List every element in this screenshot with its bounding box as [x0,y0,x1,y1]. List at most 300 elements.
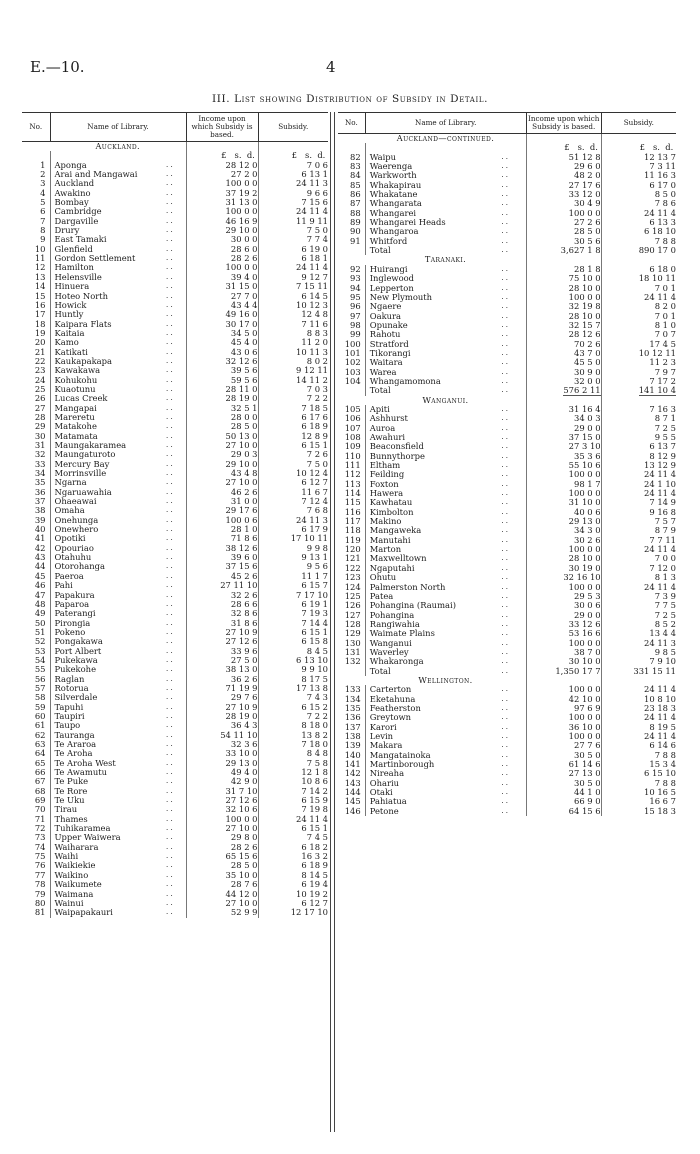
leader-dots: . . [166,543,173,552]
subsidy-value: 7 14 9 [601,498,676,507]
table-row [338,639,676,648]
table-row [22,338,328,347]
library-name: Tuhikaramea [54,824,111,834]
cell-empty [526,134,601,144]
table-row [22,310,328,319]
library-name: Martinborough [369,760,435,770]
row-number: 80 [22,899,50,908]
table-row [338,573,676,582]
unit-penny: d. [665,143,674,153]
subsidy-value: 7 0 7 [601,330,676,339]
library-name: Kohukohu [54,375,98,385]
leader-dots: . . [166,263,173,272]
income-value: 31 15 0 [186,282,258,291]
leader-dots: . . [501,638,508,647]
income-value: 45 4 0 [186,338,258,347]
unit-pound: £ [639,143,645,153]
cell-empty [601,255,676,264]
subsidy-value: 9 8 5 [601,648,676,657]
leader-dots: . . [166,254,173,263]
table-row [338,227,676,236]
library-name: Karori [369,722,397,732]
subsidy-value: 7 5 0 [258,226,328,235]
leader-dots: . . [166,599,173,608]
table-row [338,452,676,461]
table-row [22,796,328,805]
leader-dots: . . [166,375,173,384]
library-name: Papakura [54,590,95,600]
table-row [22,852,328,861]
income-value: 35 10 0 [186,871,258,880]
subsidy-value: 7 7 11 [601,536,676,545]
subsidy-value: 7 15 6 [258,198,328,207]
subsidy-value: 9 9 8 [258,544,328,553]
income-value: 27 2 0 [186,170,258,179]
subsidy-value: 7 12 4 [258,497,328,506]
table-row [338,340,676,349]
income-value: 100 0 0 [186,179,258,188]
library-name: Maungakaramea [54,441,127,450]
row-number: 45 [22,572,50,581]
row-number: 1 [22,161,50,170]
row-number: 25 [22,385,50,394]
subsidy-value: 17 13 8 [258,684,328,693]
table-row [338,302,676,311]
income-value: 30 5 0 [526,779,601,788]
leader-dots: . . [501,236,508,245]
table-row [338,424,676,433]
leader-dots: . . [501,582,508,591]
leader-dots: . . [166,796,173,805]
income-value: 29 10 0 [186,460,258,469]
cell-empty [601,396,676,405]
table-row [338,330,676,339]
document-code: E.—10. [30,58,85,76]
row-number: 51 [22,628,50,637]
subsidy-value: 6 19 0 [258,245,328,254]
row-number: 138 [338,732,365,741]
subsidy-value: 7 16 3 [601,405,676,414]
income-value: 43 7 0 [526,349,601,358]
income-value: 32 15 7 [526,321,601,330]
row-number: 117 [338,517,365,526]
library-name: Matamata [54,431,98,441]
library-name: Whakaronga [369,657,424,667]
table-row [22,824,328,833]
leader-dots: . . [166,525,173,534]
library-name: Opouriao [54,543,94,553]
row-number: 126 [338,601,365,610]
left-table-block [22,112,328,918]
library-name: Upper Waiwera [54,833,121,843]
leader-dots: . . [501,311,508,320]
subsidy-value: 24 11 4 [601,209,676,218]
total-income [526,386,601,395]
table-row [338,760,676,769]
subsidy-value: 13 8 2 [258,731,328,740]
income-value: 31 10 0 [526,498,601,507]
library-name: Te Puke [54,777,89,787]
table-row [22,908,328,917]
row-number: 41 [22,534,50,543]
subsidy-value: 24 11 4 [601,545,676,554]
library-name: Maungaturoto [54,450,116,460]
unit-penny: d. [246,151,255,161]
currency-units [258,151,328,160]
leader-dots: . . [166,328,173,337]
table-row [22,871,328,880]
income-value: 34 3 0 [526,526,601,535]
subsidy-value: 7 0 6 [258,161,328,170]
column-header-subsidy: Subsidy. [601,113,676,134]
library-name: Wainui [54,898,84,908]
income-value: 66 9 0 [526,797,601,806]
subsidy-value: 13 12 9 [601,461,676,470]
income-value: 28 11 0 [186,385,258,394]
subsidy-value: 7 12 0 [601,564,676,573]
table-row [22,385,328,394]
subsidy-value: 6 17 0 [601,181,676,190]
subsidy-value: 8 17 5 [258,675,328,684]
leader-dots: . . [166,160,173,169]
leader-dots: . . [501,190,508,199]
subsidy-value: 9 5 5 [601,433,676,442]
cell-empty [365,143,526,152]
subsidy-value: 6 13 1 [258,170,328,179]
row-number: 37 [22,497,50,506]
leader-dots: . . [501,722,508,731]
subsidy-value: 9 6 6 [258,189,328,198]
unit-penny: d. [589,143,598,153]
income-value: 100 0 0 [186,263,258,272]
income-value: 49 4 0 [186,768,258,777]
income-value: 28 6 0 [186,245,258,254]
row-number: 99 [338,330,365,339]
table-row [338,171,676,180]
income-value: 28 5 0 [186,422,258,431]
library-name: Apiti [369,404,390,414]
row-number: 21 [22,348,50,357]
income-value: 31 13 0 [186,198,258,207]
table-row [338,461,676,470]
table-row [338,237,676,246]
table-row [338,274,676,283]
unit-pound: £ [291,151,298,161]
table-row [22,647,328,656]
income-value: 27 7 0 [186,292,258,301]
leader-dots: . . [501,358,508,367]
table-row [22,226,328,235]
library-name: Patea [369,591,394,601]
leader-dots: . . [166,683,173,692]
row-number: 96 [338,302,365,311]
income-value: 44 12 0 [186,890,258,899]
table-row [338,414,676,423]
total-row [338,386,676,395]
row-number: 7 [22,217,50,226]
leader-dots: . . [501,563,508,572]
leader-dots: . . [501,339,508,348]
leader-dots: . . [501,713,508,722]
income-value: 100 0 0 [526,470,601,479]
library-name: Whangarata [369,199,422,209]
table-row [338,153,676,162]
income-value: 32 10 6 [186,805,258,814]
leader-dots: . . [166,422,173,431]
library-name: Auroa [369,423,396,433]
row-number: 30 [22,432,50,441]
table-row [22,712,328,721]
row-number: 127 [338,611,365,620]
subsidy-value: 8 18 0 [258,721,328,730]
leader-dots: . . [166,898,173,907]
unit-shilling: s. [577,143,585,153]
income-value: 53 16 6 [526,629,601,638]
leader-dots: . . [166,553,173,562]
table-row [338,181,676,190]
library-name: Raglan [54,674,85,684]
income-value: 38 13 0 [186,665,258,674]
library-name: Waiharara [54,842,99,852]
leader-dots: . . [166,282,173,291]
leader-dots: . . [166,207,173,216]
row-number: 109 [338,442,365,451]
subsidy-value: 9 12 11 [258,366,328,375]
table-row [338,685,676,694]
row-number: 12 [22,263,50,272]
leader-dots: . . [166,441,173,449]
leader-dots: . . [501,647,508,656]
row-number: 3 [22,179,50,188]
row-number: 18 [22,320,50,329]
subsidy-value: 24 11 4 [601,732,676,741]
row-number: 84 [338,171,365,180]
row-number: 43 [22,553,50,562]
leader-dots: . . [501,348,508,357]
library-name: Inglewood [369,274,415,284]
library-name: Ohutu [369,573,397,583]
table-row [22,198,328,207]
income-value: 31 0 0 [186,497,258,506]
subsidy-value: 7 17 10 [258,591,328,600]
leader-dots: . . [166,609,173,618]
leader-dots: . . [166,786,173,795]
leader-dots: . . [501,302,508,311]
income-value: 39 5 6 [186,366,258,375]
library-name: Hinuera [54,282,90,292]
leader-dots: . . [166,347,173,356]
subsidy-value: 8 12 9 [601,452,676,461]
library-name: Whangaroa [369,227,419,237]
subsidy-value: 8 4 5 [258,647,328,656]
table-row [22,404,328,413]
income-value: 28 10 0 [526,312,601,321]
total-row [338,246,676,255]
library-name: Ngaputahi [369,563,415,573]
leader-dots: . . [501,685,508,694]
table-row [22,805,328,814]
subsidy-value: 9 16 8 [601,508,676,517]
cell-empty [338,676,365,685]
library-name: Matakohe [54,422,97,432]
income-value: 29 17 6 [186,506,258,515]
table-row [338,807,676,816]
leader-dots: . . [166,487,173,496]
column-header-income: Income upon which Subsidy is based. [526,113,601,134]
income-value: 29 8 0 [186,833,258,842]
leader-dots: . . [166,356,173,365]
subsidy-value: 24 11 3 [601,639,676,648]
income-value: 34 0 3 [526,414,601,423]
leader-dots: . . [501,264,508,273]
leader-dots: . . [166,814,173,823]
library-name: Pukekohe [54,665,97,675]
row-number: 11 [22,254,50,263]
library-name: Ngarna [54,478,87,488]
subsidy-value: 8 8 3 [258,329,328,338]
table-row [22,880,328,889]
table-row [338,293,676,302]
library-name: Onewhero [54,525,99,535]
leader-dots: . . [501,507,508,516]
leader-dots: . . [166,450,173,459]
subsidy-value: 11 9 11 [258,217,328,226]
table-row [338,265,676,274]
row-number: 93 [338,274,365,283]
leader-dots: . . [501,741,508,750]
library-name: Pirongia [54,618,91,628]
library-name: Waitara [369,358,403,368]
library-name: Wanganui [369,638,412,648]
table-row [22,768,328,777]
subsidy-value: 24 11 4 [601,713,676,722]
library-name: Makino [369,517,402,527]
total-income-value: 576 2 11 [563,386,601,396]
library-name: Waipapakauri [54,908,113,918]
units-row [22,151,328,160]
leader-dots: . . [166,740,173,748]
table-row [22,777,328,786]
subsidy-value: 24 11 4 [601,470,676,479]
income-value: 30 17 0 [186,320,258,329]
income-value: 55 10 6 [526,461,601,470]
row-number: 134 [338,695,365,704]
library-name: Levin [369,732,394,741]
row-number: 118 [338,526,365,535]
row-number: 74 [22,843,50,852]
income-value: 100 0 0 [526,639,601,648]
income-value: 71 19 9 [186,684,258,693]
column-header-income: Income upon which Subsidy is based. [186,113,258,142]
leader-dots: . . [501,517,508,526]
subsidy-value: 6 18 9 [258,861,328,870]
leader-dots: . . [166,338,173,347]
leader-dots: . . [166,711,173,720]
income-value: 29 0 0 [526,611,601,620]
table-row [338,162,676,171]
income-value: 30 5 0 [526,751,601,760]
leader-dots: . . [166,431,173,440]
leader-dots: . . [166,758,173,767]
table-row [338,480,676,489]
row-number: 66 [22,768,50,777]
income-value: 29 5 3 [526,592,601,601]
subsidy-value: 7 0 0 [601,554,676,563]
library-name: Warea [369,367,397,377]
leader-dots: . . [166,777,173,786]
row-number: 53 [22,647,50,656]
leader-dots: . . [166,291,173,300]
table-row [22,815,328,824]
row-number: 50 [22,619,50,628]
income-value: 28 7 6 [186,880,258,889]
leader-dots: . . [501,535,508,544]
income-value: 28 12 0 [186,161,258,170]
row-number: 8 [22,226,50,235]
row-number: 13 [22,273,50,282]
row-number: 68 [22,787,50,796]
library-name: Featherston [369,703,421,713]
page-number: 4 [326,58,336,76]
library-name: Otahuhu [54,553,92,563]
column-header-no: No. [22,113,50,142]
library-name: Mareretu [54,412,95,422]
section-heading: Wanganui. [422,395,469,405]
library-name: Foxton [369,479,399,489]
row-number: 116 [338,508,365,517]
library-name: Hawera [369,489,404,499]
row-number: 35 [22,478,50,487]
subsidy-value: 11 2 3 [601,358,676,367]
table-row [22,488,328,497]
income-value: 28 19 0 [186,712,258,721]
library-name: Huirangi [369,264,408,274]
table-row [338,321,676,330]
row-number: 124 [338,583,365,592]
row-number: 56 [22,675,50,684]
table-row [22,254,328,263]
page-title: III. List showing Distribution of Subsidy in Detail. [211,93,489,105]
library-name: Paterangi [54,609,96,619]
row-number: 36 [22,488,50,497]
subsidy-value: 7 2 6 [258,450,328,459]
row-number: 20 [22,338,50,347]
library-name: Te Rore [54,786,88,796]
subsidy-value: 8 1 3 [601,573,676,582]
library-name: Ngaruawahia [54,487,112,497]
total-subsidy [601,386,676,395]
table-row [338,209,676,218]
income-value: 52 9 9 [186,908,258,917]
row-number: 95 [338,293,365,302]
subsidy-value: 6 19 1 [258,600,328,609]
income-value: 29 13 0 [186,759,258,768]
income-value: 40 0 6 [526,508,601,517]
income-value: 54 11 10 [186,731,258,740]
row-number: 81 [22,908,50,917]
income-value: 44 1 0 [526,788,601,797]
left-table [22,112,328,918]
leader-dots: . . [501,573,508,582]
table-row [22,516,328,525]
row-number: 70 [22,805,50,814]
table-row [22,348,328,357]
library-name: New Plymouth [369,292,433,302]
income-value: 27 10 0 [186,441,258,450]
leader-dots: . . [166,889,173,898]
subsidy-value: 11 2 0 [258,338,328,347]
library-name: Waipu [369,152,397,162]
